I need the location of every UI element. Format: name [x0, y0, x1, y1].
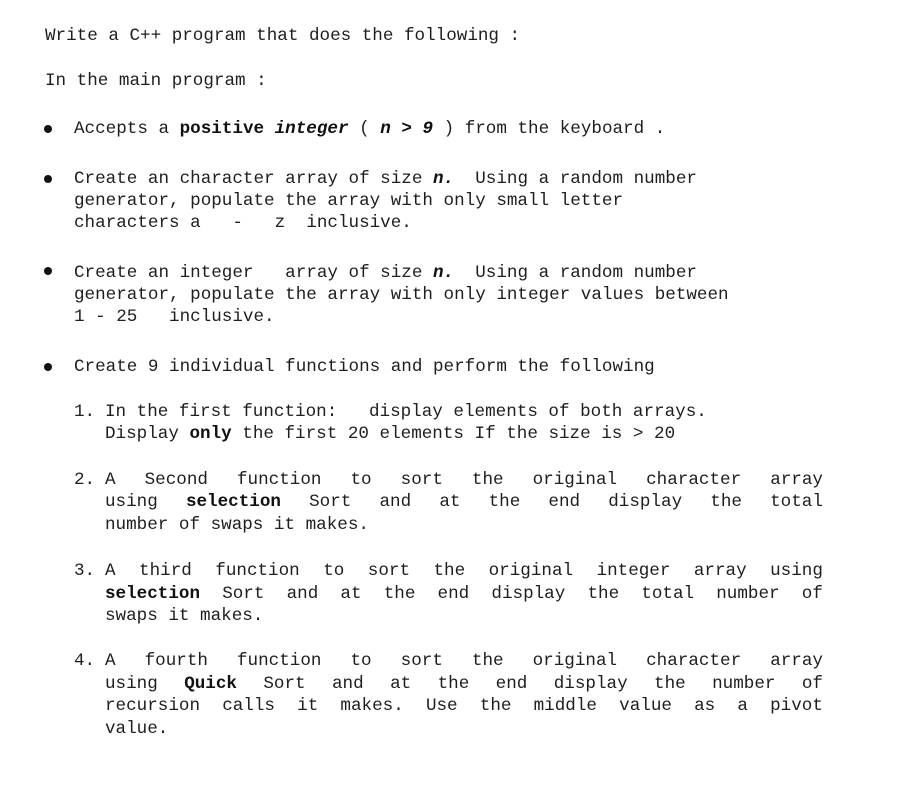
- item2-line2: [105, 491, 823, 513]
- word: and: [332, 674, 364, 694]
- word: integer: [596, 561, 671, 581]
- word: the: [479, 696, 512, 716]
- justified-line: [105, 673, 823, 695]
- word: sort: [400, 651, 443, 671]
- word: Sort: [222, 584, 265, 604]
- word: the: [471, 470, 504, 490]
- word: fourth: [144, 651, 208, 671]
- item4-line3: [105, 695, 823, 717]
- word: the: [654, 674, 686, 694]
- word: array: [693, 561, 747, 581]
- word: the: [383, 584, 416, 604]
- word: using: [105, 674, 158, 694]
- word: the: [587, 584, 620, 604]
- bullet-int-array-line1: [74, 262, 697, 284]
- item3-line2: [105, 583, 823, 605]
- word: sort: [400, 470, 443, 490]
- word: display: [553, 674, 628, 694]
- word: display: [608, 492, 683, 512]
- word: character: [646, 651, 742, 671]
- word: using: [770, 561, 823, 581]
- word: function: [236, 651, 322, 671]
- text-run: [264, 119, 275, 139]
- word: Second: [144, 470, 208, 490]
- bold-italic-condition: n > 9: [380, 119, 434, 139]
- word: end: [437, 584, 470, 604]
- justified-line: [105, 469, 823, 491]
- word: and: [379, 492, 412, 512]
- word: array: [770, 470, 823, 490]
- word: character: [646, 470, 742, 490]
- justified-line: [105, 583, 823, 605]
- word: Use: [425, 696, 458, 716]
- bold-word: selection: [185, 492, 281, 512]
- bullet-char-array-line1: [74, 168, 697, 190]
- word: the: [437, 674, 470, 694]
- bullet-dot: [44, 267, 52, 275]
- item4-line1: [105, 650, 823, 672]
- bold-word: Quick: [184, 674, 237, 694]
- text-run: the first 20 elements If the size is > 20: [231, 424, 676, 444]
- word: at: [439, 492, 461, 512]
- text-run: Using a random number: [454, 169, 697, 189]
- word: A: [105, 470, 116, 490]
- word: Sort: [309, 492, 352, 512]
- word: as: [694, 696, 716, 716]
- word: number: [712, 674, 776, 694]
- bullet-create-functions: Create 9 individual functions and perform the following: [74, 357, 655, 377]
- justified-line: [105, 650, 823, 672]
- item3-line1: [105, 560, 823, 582]
- item2-line3: number of swaps it makes.: [105, 515, 369, 535]
- word: display: [491, 584, 566, 604]
- word: function: [215, 561, 300, 581]
- word: value: [619, 696, 672, 716]
- bold-only: only: [189, 424, 232, 444]
- bullet-dot: [44, 363, 52, 371]
- word: calls: [222, 696, 275, 716]
- word: total: [770, 492, 823, 512]
- word: of: [801, 674, 823, 694]
- word: it: [297, 696, 319, 716]
- word: to: [350, 470, 372, 490]
- bold-word: selection: [105, 584, 201, 604]
- bullet-char-array-line2: generator, populate the array with only small letter: [74, 191, 624, 211]
- bullet-int-array-line2: generator, populate the array with only integer values between: [74, 285, 729, 305]
- word: middle: [533, 696, 597, 716]
- main-program-heading: In the main program :: [45, 71, 267, 91]
- item1-line2: [105, 423, 675, 445]
- word: at: [340, 584, 362, 604]
- bold-positive: positive: [179, 119, 265, 139]
- bullet-dot: [44, 125, 52, 133]
- word: to: [323, 561, 345, 581]
- word: total: [641, 584, 695, 604]
- bullet-dot: [44, 175, 52, 183]
- justified-line: [105, 695, 823, 717]
- word: sort: [367, 561, 410, 581]
- text-run: ) from the keyboard .: [433, 119, 666, 139]
- item-number-4: 4.: [74, 651, 96, 671]
- item4-line4: value.: [105, 719, 169, 739]
- word: original: [532, 651, 618, 671]
- text-run: (: [348, 119, 381, 139]
- bullet-char-array-line3: characters a - z inclusive.: [74, 213, 412, 233]
- bullet-int-array-line3: 1 - 25 inclusive.: [74, 307, 275, 327]
- word: the: [433, 561, 466, 581]
- text-run: Display: [105, 424, 190, 444]
- justified-line: [105, 491, 823, 513]
- item1-line1: In the first function: display elements of both arrays.: [105, 402, 707, 422]
- word: end: [495, 674, 528, 694]
- item-number-2: 2.: [74, 470, 96, 490]
- word: and: [286, 584, 319, 604]
- text-run: Using a random number: [454, 263, 697, 283]
- word: the: [471, 651, 504, 671]
- word: original: [532, 470, 618, 490]
- bullet-accepts-integer: [74, 118, 665, 140]
- word: original: [488, 561, 574, 581]
- word: recursion: [105, 696, 201, 716]
- word: of: [801, 584, 823, 604]
- item2-line1: [105, 469, 823, 491]
- word: array: [770, 651, 823, 671]
- word: the: [488, 492, 521, 512]
- word: the: [710, 492, 742, 512]
- word: using: [105, 492, 158, 512]
- justified-line: [105, 560, 823, 582]
- intro-line: Write a C++ program that does the following :: [45, 26, 521, 46]
- word: third: [139, 561, 192, 581]
- word: end: [548, 492, 581, 512]
- text-run: Accepts a: [74, 119, 180, 139]
- word: Sort: [263, 674, 306, 694]
- word: to: [350, 651, 372, 671]
- word: function: [236, 470, 322, 490]
- text-run: Create an character array of size: [74, 169, 433, 189]
- item3-line3: swaps it makes.: [105, 606, 264, 626]
- bold-italic-n: n.: [432, 263, 455, 283]
- word: at: [390, 674, 412, 694]
- word: number: [716, 584, 780, 604]
- word: pivot: [770, 696, 823, 716]
- word: A: [105, 651, 116, 671]
- word: a: [737, 696, 748, 716]
- item4-line2: [105, 673, 823, 695]
- item-number-1: 1.: [74, 402, 96, 422]
- bold-italic-integer: integer: [274, 119, 349, 139]
- word: A: [105, 561, 116, 581]
- bold-italic-n: n.: [432, 169, 455, 189]
- text-run: Create an integer array of size: [74, 263, 433, 283]
- word: makes.: [340, 696, 404, 716]
- item-number-3: 3.: [74, 561, 96, 581]
